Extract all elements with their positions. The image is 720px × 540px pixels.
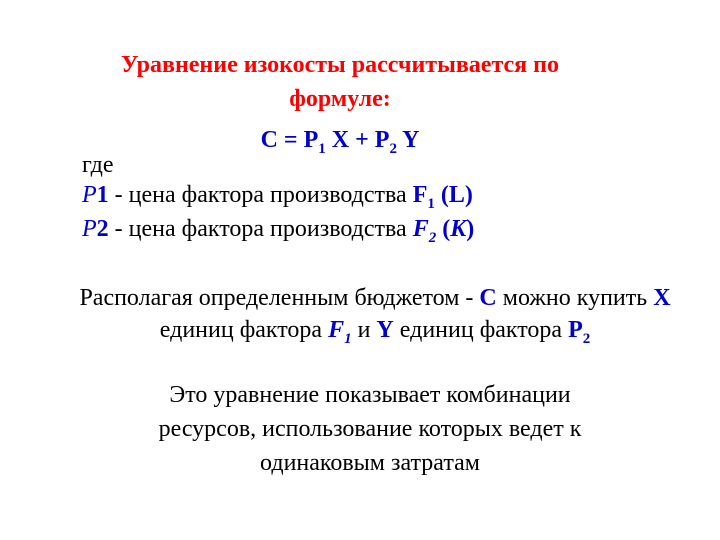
para-text-5: единиц фактора [393, 317, 569, 343]
budget-paragraph [60, 282, 690, 346]
def1-paren: (L) [434, 182, 473, 208]
formula-y-term: Y [396, 127, 420, 153]
formula-p2-subscript: 2 [389, 140, 397, 157]
definition-p1 [82, 180, 473, 210]
def2-paren-close: ) [466, 216, 475, 242]
para-f: F [328, 317, 345, 343]
formula-p2: P [374, 127, 390, 153]
formula-equals: = [277, 127, 304, 153]
para-p: P [568, 317, 583, 343]
def1-factor-subscript: 1 [427, 195, 435, 212]
def2-factor-subscript: 2 [428, 229, 437, 246]
def2-text: - цена фактора производства [108, 216, 413, 242]
explanation-paragraph [60, 378, 680, 480]
para-c: C [479, 285, 497, 311]
explanation-line-2: ресурсов, использование которых ведет к [158, 416, 582, 442]
def2-paren-var: K [450, 216, 467, 242]
formula-c: C [260, 127, 278, 153]
para-f-subscript: 1 [344, 330, 352, 347]
formula-p1-subscript: 1 [318, 140, 326, 157]
def1-factor: F [412, 182, 428, 208]
def1-number: 1 [96, 182, 109, 208]
def2-symbol: P [82, 216, 97, 242]
title-line-1: Уравнение изокосты рассчитывается по [121, 52, 559, 78]
def1-symbol: P [82, 182, 97, 208]
definition-p2 [82, 214, 474, 244]
para-x: X [653, 285, 671, 311]
para-text-4: и [351, 317, 377, 343]
para-text-1: Располагая определенным бюджетом - [79, 285, 480, 311]
para-p-subscript: 2 [582, 330, 591, 347]
where-label: где [82, 152, 114, 178]
para-text-3: единиц фактора [159, 317, 329, 343]
title-line-2: формуле: [289, 86, 391, 112]
para-text-2: можно купить [496, 285, 654, 311]
def2-factor: F [412, 216, 429, 242]
explanation-line-3: одинаковым затратам [260, 450, 480, 476]
slide-title [70, 48, 610, 116]
def2-paren-open: ( [436, 216, 451, 242]
def1-text: - цена фактора производства [108, 182, 413, 208]
def2-number: 2 [96, 216, 109, 242]
formula-x-term: X + [325, 127, 375, 153]
formula-p1: P [303, 127, 319, 153]
explanation-line-1: Это уравнение показывает комбинации [169, 382, 571, 408]
para-y: Y [376, 317, 394, 343]
